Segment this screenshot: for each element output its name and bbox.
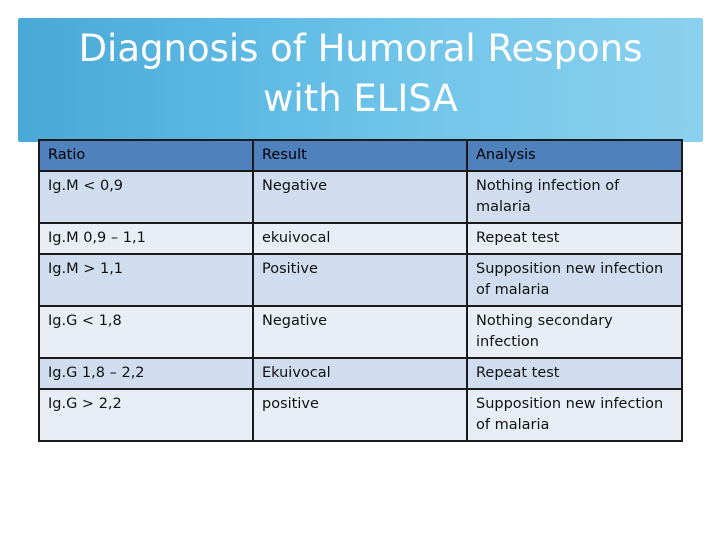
- cell-ratio: Ig.M 0,9 – 1,1: [39, 223, 253, 254]
- cell-ratio: Ig.G < 1,8: [39, 306, 253, 358]
- table-row: [39, 223, 682, 254]
- slide-title: [18, 24, 703, 124]
- cell-analysis: Repeat test: [467, 223, 682, 254]
- header-result: Result: [253, 140, 467, 171]
- cell-ratio: Ig.G > 2,2: [39, 389, 253, 441]
- slide-title-line-2: with ELISA: [263, 77, 458, 120]
- header-analysis: Analysis: [467, 140, 682, 171]
- cell-analysis: Supposition new infection of malaria: [467, 254, 682, 306]
- table-header-row: [39, 140, 682, 171]
- cell-result: ekuivocal: [253, 223, 467, 254]
- cell-result: Negative: [253, 306, 467, 358]
- header-ratio: Ratio: [39, 140, 253, 171]
- cell-result: positive: [253, 389, 467, 441]
- cell-ratio: Ig.G 1,8 – 2,2: [39, 358, 253, 389]
- table-row: [39, 389, 682, 441]
- table-row: [39, 171, 682, 223]
- cell-analysis: Nothing infection of malaria: [467, 171, 682, 223]
- cell-analysis: Repeat test: [467, 358, 682, 389]
- cell-result: Positive: [253, 254, 467, 306]
- cell-result: Negative: [253, 171, 467, 223]
- table-row: [39, 306, 682, 358]
- cell-result: Ekuivocal: [253, 358, 467, 389]
- cell-analysis: Supposition new infection of malaria: [467, 389, 682, 441]
- table-row: [39, 358, 682, 389]
- cell-ratio: Ig.M < 0,9: [39, 171, 253, 223]
- slide-title-line-1: Diagnosis of Humoral Respons: [78, 27, 643, 70]
- table-row: [39, 254, 682, 306]
- cell-ratio: Ig.M > 1,1: [39, 254, 253, 306]
- elisa-table: [38, 139, 683, 442]
- cell-analysis: Nothing secondary infection: [467, 306, 682, 358]
